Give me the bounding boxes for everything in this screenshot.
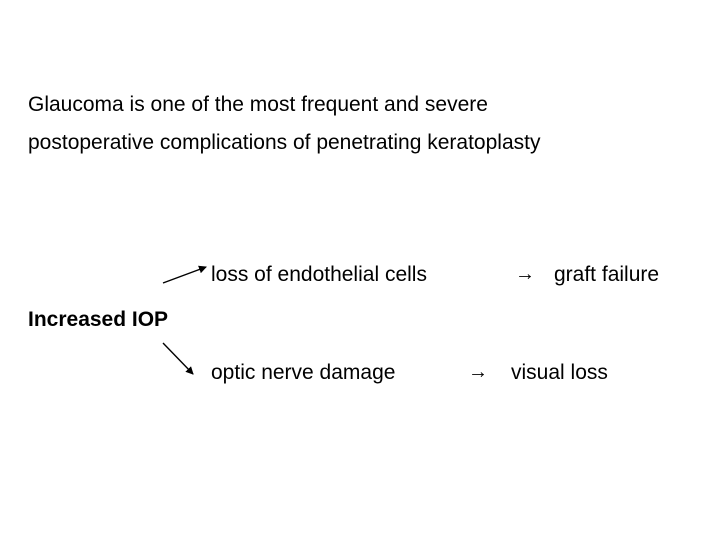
effect-lower: optic nerve damage	[211, 361, 396, 384]
intro-line-2: postoperative complications of penetrating keratoplasty	[28, 131, 541, 154]
arrow-right-icon: →	[515, 263, 535, 285]
arrow-right-icon: →	[468, 361, 488, 383]
outcome-lower: visual loss	[511, 361, 608, 384]
arrow-up-right	[163, 267, 206, 283]
source-label: Increased IOP	[28, 308, 169, 331]
effect-upper: loss of endothelial cells	[211, 263, 427, 286]
intro-line-1: Glaucoma is one of the most frequent and severe	[28, 93, 488, 116]
outcome-upper: graft failure	[554, 263, 660, 286]
arrow-down-right	[163, 343, 193, 374]
